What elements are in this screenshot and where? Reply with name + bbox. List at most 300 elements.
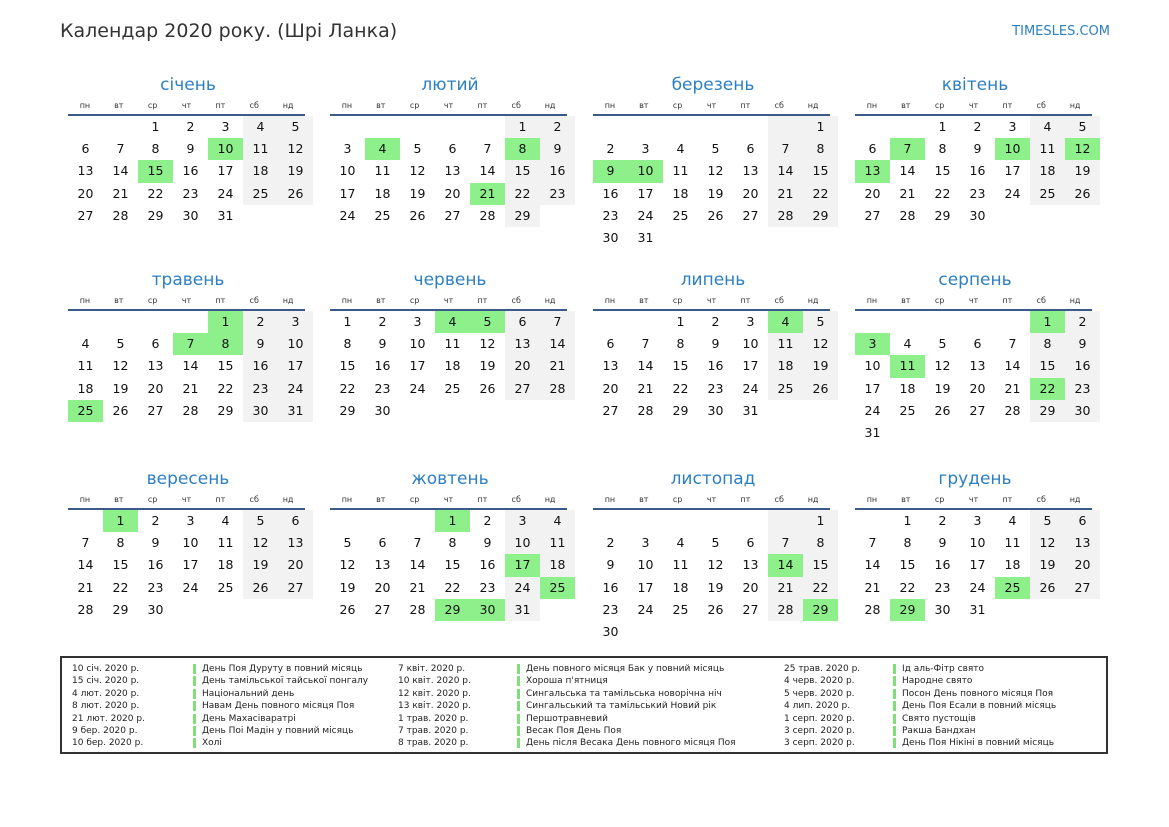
day-cell: 8 (938, 141, 947, 157)
holiday-marker (893, 689, 896, 699)
day-cell: 13 (444, 163, 461, 179)
weekday-label: чт (443, 494, 454, 504)
day-blank (365, 510, 400, 532)
day-blank (68, 510, 103, 532)
holiday-name: Посон День повного місяця Поя (902, 688, 1054, 699)
holiday-marker (893, 714, 896, 724)
day-cell: 12 (409, 163, 426, 179)
day-cell: 3 (278, 311, 313, 333)
day-cell: 14 (112, 163, 129, 179)
day-cell: 29 (147, 207, 164, 223)
day-cell: 2 (606, 535, 615, 551)
holiday-day: 10 (208, 138, 243, 160)
weekday-label: вт (639, 494, 649, 504)
day-cell: 18 (77, 380, 94, 396)
day-cell: 3 (505, 510, 540, 532)
holiday-day: 12 (1065, 138, 1100, 160)
weekday-label: пн (866, 295, 878, 305)
day-cell: 16 (147, 557, 164, 573)
day-cell: 29 (934, 207, 951, 223)
day-cell: 16 (1065, 355, 1100, 377)
weekday-label: пт (477, 295, 488, 305)
holiday-name: День Поі Мадін у повний місяць (202, 726, 354, 736)
day-cell: 28 (1004, 402, 1021, 418)
day-cell: 16 (602, 185, 619, 201)
day-cell: 5 (278, 116, 313, 138)
day-cell: 18 (672, 185, 689, 201)
day-cell: 11 (243, 138, 278, 160)
day-cell: 6 (973, 336, 982, 352)
day-cell: 16 (934, 557, 951, 573)
holiday-marker (517, 664, 520, 674)
day-cell: 23 (969, 185, 986, 201)
day-cell: 3 (221, 119, 230, 134)
day-blank (855, 510, 890, 532)
day-cell: 17 (637, 185, 654, 201)
day-cell: 16 (969, 163, 986, 179)
holiday-day: 1 (1030, 311, 1065, 333)
weekday-label: пт (477, 100, 488, 110)
day-blank (365, 116, 400, 138)
holiday-day: 11 (890, 355, 925, 377)
weekday-header (593, 291, 830, 311)
day-grid (330, 510, 575, 621)
day-cell: 19 (1030, 554, 1065, 576)
day-cell: 16 (602, 579, 619, 595)
day-cell: 9 (151, 535, 160, 551)
holiday-day: 10 (995, 138, 1030, 160)
day-grid (330, 311, 575, 422)
holiday-name: Свято пустощів (902, 713, 976, 724)
day-cell: 24 (505, 577, 540, 599)
holiday-day: 25 (68, 400, 103, 422)
weekday-label: чт (443, 100, 454, 110)
holiday-name: День Поя Есали в повний місяць (902, 701, 1057, 712)
weekday-label: сб (1036, 100, 1046, 110)
holiday-marker (517, 701, 520, 711)
month-5 (60, 269, 305, 422)
weekday-header (68, 96, 305, 116)
day-cell: 27 (147, 402, 164, 418)
holiday-day: 25 (995, 577, 1030, 599)
month-11 (585, 468, 830, 643)
weekday-label: нд (544, 100, 556, 110)
day-cell: 27 (505, 378, 540, 400)
day-cell: 6 (746, 141, 755, 157)
day-cell: 17 (409, 358, 426, 374)
day-cell: 12 (934, 358, 951, 374)
day-cell: 26 (409, 207, 426, 223)
day-cell: 13 (969, 358, 986, 374)
day-cell: 1 (343, 314, 352, 329)
day-blank (593, 311, 628, 333)
day-grid (68, 510, 313, 621)
weekday-label: чт (706, 494, 717, 504)
day-cell: 30 (602, 623, 619, 639)
month-name: листопад (670, 469, 756, 489)
day-cell: 5 (1065, 116, 1100, 138)
holiday-day: 4 (768, 311, 803, 333)
day-cell: 18 (444, 358, 461, 374)
day-cell: 16 (182, 163, 199, 179)
weekday-label: чт (443, 295, 454, 305)
holiday-marker (893, 726, 896, 736)
holiday-day: 7 (173, 333, 208, 355)
day-grid (68, 116, 313, 227)
day-cell: 11 (672, 557, 689, 573)
month-name: вересень (146, 469, 230, 489)
holiday-day: 15 (138, 160, 173, 182)
day-cell: 23 (602, 207, 619, 223)
day-cell: 26 (1030, 577, 1065, 599)
day-blank (960, 311, 995, 333)
holiday-date: 25 трав. 2020 р. (784, 664, 861, 674)
day-cell: 28 (768, 599, 803, 621)
weekday-label: чт (181, 494, 192, 504)
day-cell: 25 (768, 378, 803, 400)
day-cell: 26 (112, 402, 129, 418)
weekday-label: чт (706, 100, 717, 110)
holiday-date: 3 серп. 2020 р. (784, 726, 855, 736)
holiday-date: 8 лют. 2020 р. (72, 701, 140, 712)
weekday-label: вт (114, 295, 124, 305)
day-blank (593, 116, 628, 138)
day-cell: 21 (864, 579, 881, 595)
day-cell: 15 (1030, 355, 1065, 377)
day-cell: 27 (602, 402, 619, 418)
holiday-day: 17 (505, 554, 540, 576)
month-name: березень (671, 75, 755, 95)
day-cell: 17 (217, 163, 234, 179)
day-cell: 8 (903, 535, 912, 551)
day-cell: 14 (540, 333, 575, 355)
day-cell: 1 (803, 116, 838, 138)
day-cell: 17 (742, 358, 759, 374)
weekday-label: нд (544, 494, 556, 504)
day-cell: 4 (243, 116, 278, 138)
day-cell: 29 (112, 601, 129, 617)
holiday-date: 3 серп. 2020 р. (784, 738, 855, 749)
weekday-header (855, 490, 1092, 510)
weekday-label: ср (409, 100, 420, 110)
day-cell: 9 (243, 333, 278, 355)
day-cell: 7 (768, 138, 803, 160)
day-cell: 19 (479, 358, 496, 374)
weekday-label: сб (511, 494, 521, 504)
day-cell: 7 (413, 535, 422, 551)
holiday-day: 7 (890, 138, 925, 160)
day-cell: 16 (707, 358, 724, 374)
day-grid (855, 116, 1100, 227)
day-cell: 29 (1030, 400, 1065, 422)
holiday-marker (193, 664, 196, 674)
day-blank (925, 311, 960, 333)
holiday-day: 1 (435, 510, 470, 532)
day-cell: 30 (934, 601, 951, 617)
day-grid (855, 311, 1100, 444)
holiday-marker (893, 664, 896, 674)
weekday-label: пн (604, 494, 616, 504)
day-cell: 20 (742, 579, 759, 595)
day-cell: 20 (1065, 554, 1100, 576)
weekday-label: сб (249, 295, 259, 305)
day-cell: 5 (1030, 510, 1065, 532)
day-blank (103, 311, 138, 333)
holiday-day: 21 (470, 183, 505, 205)
holiday-date: 10 квіт. 2020 р. (398, 676, 471, 687)
holiday-day: 1 (208, 311, 243, 333)
day-cell: 15 (112, 557, 129, 573)
day-cell: 30 (969, 207, 986, 223)
day-blank (855, 116, 890, 138)
day-cell: 4 (1008, 513, 1017, 528)
day-cell: 25 (217, 579, 234, 595)
day-blank (663, 510, 698, 532)
day-cell: 3 (343, 141, 352, 157)
weekday-label: вт (639, 295, 649, 305)
day-blank (628, 510, 663, 532)
day-cell: 20 (969, 380, 986, 396)
day-blank (663, 116, 698, 138)
holiday-marker (193, 689, 196, 699)
day-cell: 11 (217, 535, 234, 551)
holiday-date: 15 січ. 2020 р. (72, 676, 140, 687)
day-cell: 13 (742, 163, 759, 179)
holiday-date: 13 квіт. 2020 р. (398, 701, 471, 712)
holiday-day: 30 (470, 599, 505, 621)
day-blank (330, 510, 365, 532)
day-cell: 14 (864, 557, 881, 573)
day-cell: 14 (77, 557, 94, 573)
day-cell: 23 (1065, 378, 1100, 400)
day-cell: 11 (1004, 535, 1021, 551)
day-cell: 16 (540, 160, 575, 182)
day-cell: 20 (742, 185, 759, 201)
day-cell: 23 (540, 183, 575, 205)
month-name: липень (680, 270, 746, 290)
day-cell: 3 (1008, 119, 1017, 134)
month-9 (60, 468, 305, 621)
holiday-day: 4 (435, 311, 470, 333)
day-cell: 18 (217, 557, 234, 573)
day-cell: 17 (1004, 163, 1021, 179)
day-cell: 13 (1065, 532, 1100, 554)
day-cell: 19 (934, 380, 951, 396)
day-grid (593, 311, 838, 422)
day-cell: 7 (116, 141, 125, 157)
day-cell: 26 (243, 577, 278, 599)
day-cell: 26 (934, 402, 951, 418)
day-cell: 9 (606, 557, 615, 573)
day-cell: 9 (540, 138, 575, 160)
day-cell: 21 (182, 380, 199, 396)
day-cell: 20 (444, 185, 461, 201)
day-cell: 30 (602, 229, 619, 245)
day-blank (330, 116, 365, 138)
holiday-date: 7 трав. 2020 р. (398, 726, 469, 736)
weekday-label: нд (807, 100, 819, 110)
holiday-marker (517, 726, 520, 736)
day-cell: 17 (864, 380, 881, 396)
day-cell: 27 (742, 601, 759, 617)
day-cell: 8 (803, 138, 838, 160)
day-cell: 26 (479, 380, 496, 396)
day-cell: 18 (243, 160, 278, 182)
day-blank (768, 510, 803, 532)
day-cell: 8 (448, 535, 457, 551)
day-cell: 30 (374, 402, 391, 418)
weekday-header (593, 96, 830, 116)
weekday-header (855, 96, 1092, 116)
day-cell: 26 (339, 601, 356, 617)
day-cell: 21 (77, 579, 94, 595)
day-cell: 1 (938, 119, 947, 134)
day-cell: 28 (540, 378, 575, 400)
month-name: червень (413, 270, 487, 290)
day-cell: 23 (182, 185, 199, 201)
month-name: жовтень (411, 469, 489, 489)
day-blank (593, 510, 628, 532)
day-cell: 24 (637, 601, 654, 617)
day-cell: 5 (938, 336, 947, 352)
day-cell: 7 (81, 535, 90, 551)
day-cell: 28 (864, 601, 881, 617)
weekday-label: пт (740, 494, 751, 504)
day-cell: 23 (934, 579, 951, 595)
weekday-label: пт (215, 494, 226, 504)
day-cell: 17 (182, 557, 199, 573)
day-cell: 8 (151, 141, 160, 157)
holiday-marker (893, 738, 896, 748)
holiday-name: Хороша п'ятниця (526, 676, 608, 687)
day-blank (628, 311, 663, 333)
day-cell: 30 (243, 400, 278, 422)
weekday-label: пн (604, 100, 616, 110)
day-cell: 21 (637, 380, 654, 396)
weekday-label: пт (740, 295, 751, 305)
day-cell: 26 (707, 207, 724, 223)
day-cell: 2 (973, 119, 982, 134)
day-blank (890, 311, 925, 333)
day-cell: 4 (540, 510, 575, 532)
day-cell: 5 (711, 535, 720, 551)
day-cell: 4 (221, 513, 230, 528)
weekday-label: нд (544, 295, 556, 305)
weekday-label: пт (477, 494, 488, 504)
day-cell: 19 (803, 355, 838, 377)
holiday-name: День Поя Дуруту в повний місяць (202, 664, 363, 674)
day-cell: 29 (339, 402, 356, 418)
day-cell: 22 (444, 579, 461, 595)
month-6 (322, 269, 567, 422)
day-cell: 3 (641, 535, 650, 551)
day-cell: 7 (768, 532, 803, 554)
day-cell: 30 (707, 402, 724, 418)
day-grid (593, 116, 838, 249)
day-cell: 21 (768, 577, 803, 599)
site-link[interactable]: TIMESLES.COM (1012, 24, 1110, 39)
day-cell: 6 (448, 141, 457, 157)
day-cell: 30 (1065, 400, 1100, 422)
holiday-date: 5 черв. 2020 р. (784, 688, 855, 699)
day-cell: 4 (676, 141, 685, 157)
weekday-label: сб (774, 494, 784, 504)
day-cell: 10 (969, 535, 986, 551)
day-cell: 2 (243, 311, 278, 333)
day-cell: 14 (479, 163, 496, 179)
weekday-label: ср (934, 100, 945, 110)
weekday-label: пн (79, 100, 91, 110)
day-cell: 24 (864, 402, 881, 418)
day-blank (68, 116, 103, 138)
day-blank (698, 116, 733, 138)
weekday-label: вт (901, 494, 911, 504)
day-cell: 13 (374, 557, 391, 573)
month-name: травень (151, 270, 225, 290)
holiday-marker (193, 701, 196, 711)
weekday-label: вт (376, 295, 386, 305)
day-cell: 10 (278, 333, 313, 355)
day-cell: 6 (505, 311, 540, 333)
day-cell: 21 (112, 185, 129, 201)
holiday-day: 13 (855, 160, 890, 182)
day-grid (68, 311, 313, 422)
holiday-marker (517, 676, 520, 686)
day-cell: 28 (77, 601, 94, 617)
day-cell: 18 (768, 355, 803, 377)
day-cell: 14 (637, 358, 654, 374)
day-cell: 19 (409, 185, 426, 201)
month-10 (322, 468, 567, 621)
day-cell: 8 (676, 336, 685, 352)
weekday-label: сб (1036, 494, 1046, 504)
day-cell: 28 (112, 207, 129, 223)
day-cell: 30 (182, 207, 199, 223)
day-cell: 22 (803, 577, 838, 599)
day-cell: 20 (374, 579, 391, 595)
day-cell: 28 (182, 402, 199, 418)
holiday-name: Сингальський та тамільський Новий рік (526, 701, 717, 712)
weekday-header (330, 490, 567, 510)
day-cell: 24 (637, 207, 654, 223)
weekday-label: пт (1002, 494, 1013, 504)
month-name: грудень (938, 469, 1012, 489)
weekday-label: пт (1002, 100, 1013, 110)
holiday-day: 1 (103, 510, 138, 532)
day-cell: 11 (672, 163, 689, 179)
day-cell: 14 (899, 163, 916, 179)
day-cell: 3 (186, 513, 195, 528)
day-cell: 18 (374, 185, 391, 201)
day-cell: 6 (151, 336, 160, 352)
day-cell: 14 (1004, 358, 1021, 374)
day-cell: 2 (540, 116, 575, 138)
day-cell: 10 (182, 535, 199, 551)
day-cell: 31 (278, 400, 313, 422)
holiday-name: Національний день (202, 688, 295, 699)
day-cell: 2 (1065, 311, 1100, 333)
weekday-label: ср (672, 494, 683, 504)
day-cell: 21 (540, 355, 575, 377)
weekday-label: пн (866, 100, 878, 110)
day-cell: 31 (637, 229, 654, 245)
day-blank (138, 311, 173, 333)
day-cell: 24 (182, 579, 199, 595)
day-cell: 16 (243, 355, 278, 377)
day-cell: 12 (707, 557, 724, 573)
holiday-date: 10 січ. 2020 р. (72, 664, 140, 674)
day-cell: 6 (1065, 510, 1100, 532)
